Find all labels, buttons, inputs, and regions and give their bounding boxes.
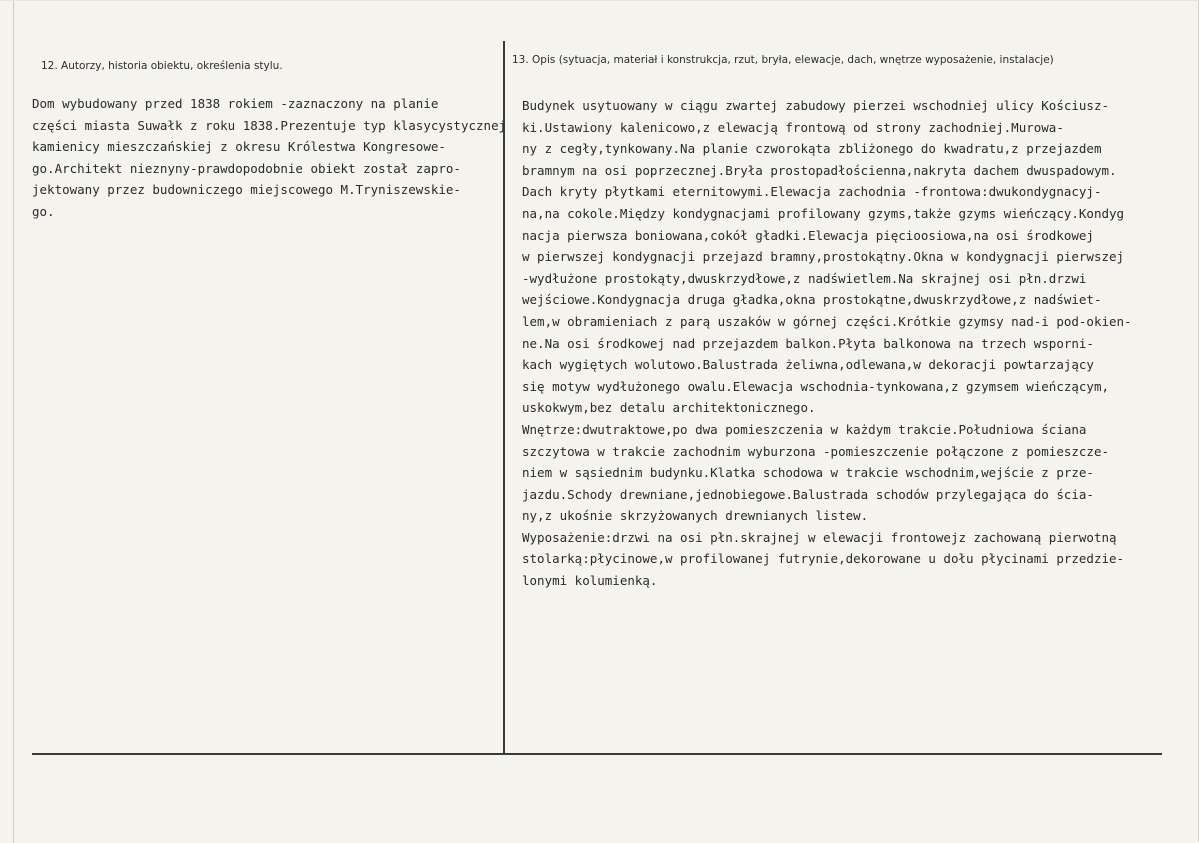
text-line: -wydłużone prostokąty,dwuskrzydłowe,z nadświetlem.Na skrajnej osi płn.drzwi (522, 270, 1087, 286)
text-line: kamienicy mieszczańskiej z okresu Królestwa Kongresowe- (32, 139, 446, 155)
text-line: go. (32, 203, 55, 219)
text-line: Dom wybudowany przed 1838 rokiem -zaznaczony na planie (32, 96, 439, 111)
text-line: wejściowe.Kondygnacja druga gładka,okna prostokątne,dwuskrzydłowe,z nadświet- (522, 292, 1102, 308)
bottom-divider (32, 753, 1162, 755)
text-line: lonymi kolumienką. (522, 573, 658, 589)
text-line: uskokwym,bez detalu architektonicznego. (522, 400, 816, 416)
text-line: niem w sąsiednim budynku.Klatka schodowa w trakcie wschodnim,wejście z prze- (522, 465, 1094, 481)
text-line: Budynek usytuowany w ciągu zwartej zabudowy pierzei wschodniej ulicy Kościusz- (522, 98, 1109, 113)
text-line: stolarką:płycinowe,w profilowanej futrynie,dekorowane u dołu płycinami przedzie- (522, 551, 1125, 567)
page-edge-rule (13, 1, 14, 843)
text-line: na,na cokole.Między kondygnacjami profilowany gzyms,także gzyms wieńczący.Kondyg (522, 205, 1125, 221)
section-12-header: 12. Autorzy, historia obiektu, określenia stylu. (41, 60, 283, 72)
section-13-header: 13. Opis (sytuacja, materiał i konstrukcja, rzut, bryła, elewacje, dach, wnętrze wyposażenie, instalacje) (512, 54, 1054, 66)
text-line: nacja pierwsza boniowana,cokół gładki.Elewacja pięcioosiowa,na osi środkowej (522, 227, 1094, 243)
text-line: kach wygiętych wolutowo.Balustrada żeliwna,odlewana,w dekoracji powtarzający (522, 357, 1094, 373)
text-line: go.Architekt nieznyny-prawdopodobnie obiekt został zapro- (32, 160, 461, 176)
text-line: Dach kryty płytkami eternitowymi.Elewacja zachodnia -frontowa:dwukondygnacyj- (522, 184, 1102, 200)
text-line: szczytowa w trakcie zachodnim wyburzona -pomieszczenie połączone z pomieszcze- (522, 443, 1109, 459)
text-line: ne.Na osi środkowej nad przejazdem balkon.Płyta balkonowa na trzech wsporni- (522, 335, 1094, 351)
text-line: w pierwszej kondygnacji przejazd bramny,prostokątny.Okna w kondygnacji pierwszej (522, 249, 1125, 265)
text-line: Wnętrze:dwutraktowe,po dwa pomieszczenia w każdym trakcie.Południowa ściana (522, 421, 1087, 437)
text-line: ny z cegły,tynkowany.Na planie czworokąta zbliżonego do kwadratu,z przejazdem (522, 141, 1102, 157)
text-line: lem,w obramieniach z parą uszaków w górnej części.Krótkie gzymsy nad-i pod-okien- (522, 313, 1132, 329)
text-line: bramnym na osi poprzecznej.Bryła prostopadłościenna,nakryta dachem dwuspadowym. (522, 162, 1117, 178)
text-line: części miasta Suwałk z roku 1838.Prezentuje typ klasycystycznej (32, 117, 507, 133)
section-13-text (522, 95, 1132, 592)
text-line: ny,z ukośnie skrzyżowanych drewnianych listew. (522, 508, 869, 524)
section-12-text (32, 93, 506, 223)
text-line: ki.Ustawiony kalenicowo,z elewacją frontową od strony zachodniej.Murowa- (522, 119, 1064, 135)
text-line: Wyposażenie:drzwi na osi płn.skrajnej w elewacji frontowejz zachowaną pierwotną (522, 529, 1117, 545)
text-line: się motyw wydłużonego owalu.Elewacja wschodnia-tynkowana,z gzymsem wieńczącym, (522, 378, 1109, 394)
text-line: jazdu.Schody drewniane,jednobiegowe.Balustrada schodów przylegająca do ścia- (522, 486, 1094, 502)
text-line: jektowany przez budowniczego miejscowego M.Tryniszewskie- (32, 182, 461, 198)
